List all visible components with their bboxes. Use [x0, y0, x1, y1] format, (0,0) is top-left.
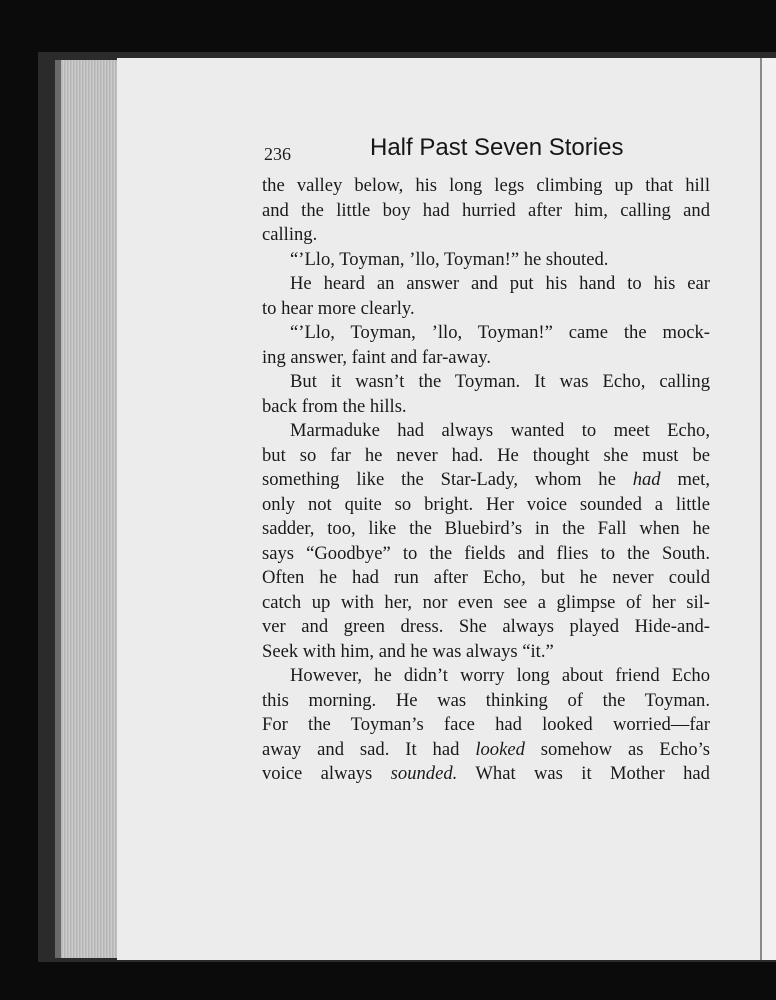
text-line: ing answer, faint and far-away. — [262, 346, 491, 368]
running-title: Half Past Seven Stories — [370, 134, 624, 161]
body-text — [262, 174, 710, 787]
text-line: For the Toyman’s face had looked worried—far — [262, 714, 710, 735]
text-line: this morning. He was thinking of the Toyman. — [262, 689, 710, 711]
text-line: to hear more clearly. — [262, 297, 415, 319]
text-line: the valley below, his long legs climbing up that hill — [262, 175, 710, 196]
text-line: but so far he never had. He thought she must be — [262, 444, 710, 466]
text-line: “’Llo, Toyman, ’llo, Toyman!” came the mock- — [290, 322, 710, 343]
text-line: He heard an answer and put his hand to his ear — [290, 273, 710, 294]
italic-word: had — [632, 469, 661, 490]
text-line: only not quite so bright. Her voice sounded a little — [262, 493, 710, 515]
text-line: sadder, too, like the Bluebird’s in the Fall when he — [262, 518, 710, 539]
text-line: But it wasn’t the Toyman. It was Echo, calling — [290, 371, 710, 392]
text-line: voice always sounded. What was it Mother had — [262, 763, 710, 784]
text-line: Often he had run after Echo, but he never could — [262, 567, 710, 588]
text-line: catch up with her, nor even see a glimpse of her sil- — [262, 591, 710, 613]
text-line: something like the Star-Lady, whom he had met, — [262, 469, 710, 490]
page-edges — [55, 60, 117, 958]
text-line: Seek with him, and he was always “it.” — [262, 640, 554, 662]
facing-page-edge — [760, 58, 776, 960]
text-line: says “Goodbye” to the fields and flies to the South. — [262, 542, 710, 564]
text-line: back from the hills. — [262, 395, 407, 417]
text-line: and the little boy had hurried after him, calling and — [262, 199, 710, 221]
text-line: calling. — [262, 224, 318, 245]
page-number: 236 — [264, 144, 291, 164]
text-line: However, he didn’t worry long about friend Echo — [290, 665, 710, 686]
page-header — [264, 134, 710, 170]
text-line: Marmaduke had always wanted to meet Echo, — [290, 420, 710, 441]
italic-word: sounded. — [390, 763, 458, 784]
text-line: ver and green dress. She always played Hide-and- — [262, 616, 710, 637]
text-line: “’Llo, Toyman, ’llo, Toyman!” he shouted. — [290, 248, 609, 270]
italic-word: looked — [475, 738, 525, 760]
text-line: away and sad. It had looked somehow as Echo’s — [262, 738, 710, 760]
